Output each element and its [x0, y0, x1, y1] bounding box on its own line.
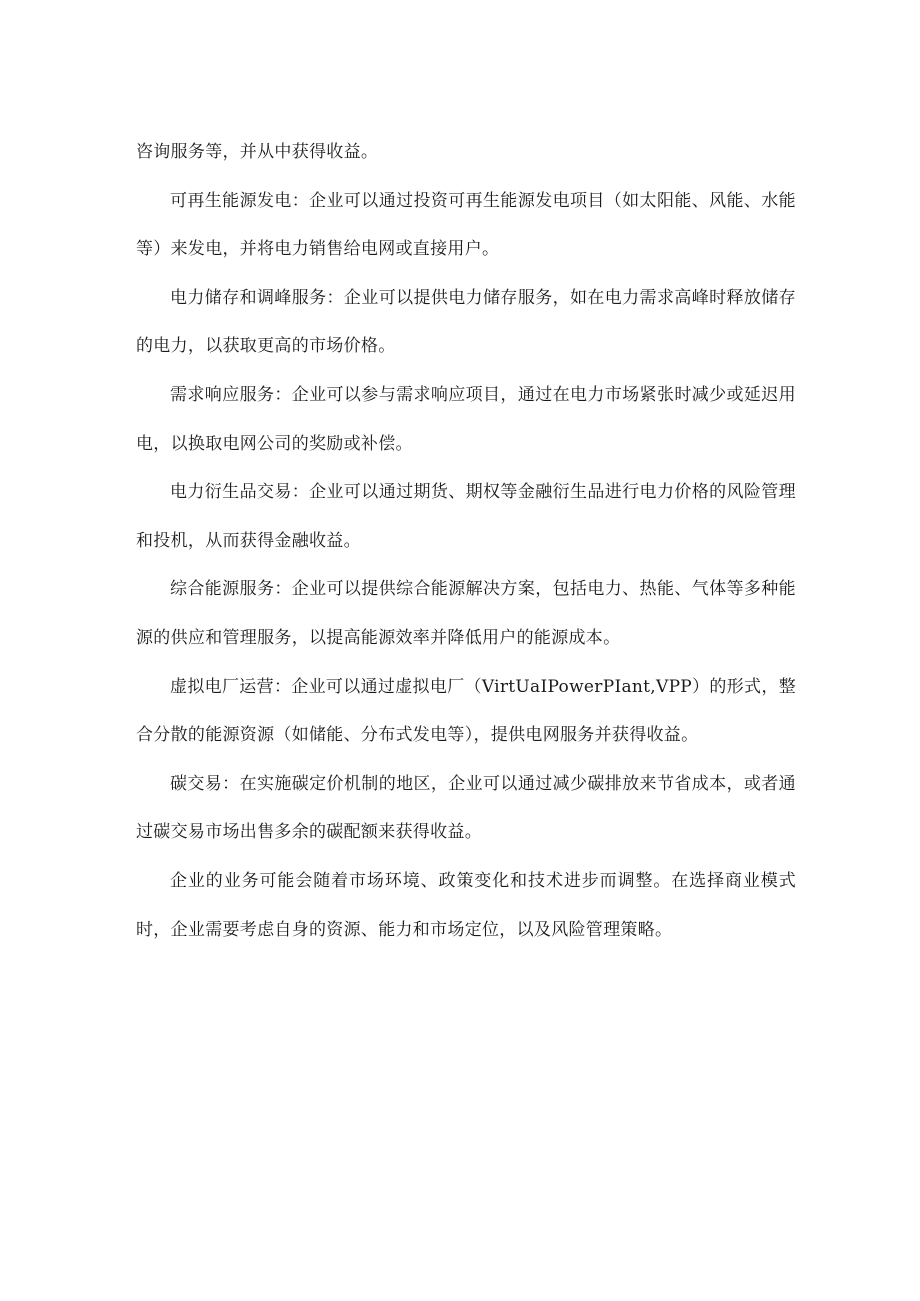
paragraph-derivatives-trading: 电力衍生品交易：企业可以通过期货、期权等金融衍生品进行电力价格的风险管理和投机，从而获得金融收益。 [136, 482, 796, 551]
paragraph-storage-peaking: 电力储存和调峰服务：企业可以提供电力储存服务，如在电力需求高峰时释放储存的电力，以获取更高的市场价格。 [136, 287, 796, 357]
paragraph-continuation: 咨询服务等，并从中获得收益。 [136, 142, 379, 162]
document-body [136, 128, 796, 954]
paragraph-virtual-power-plant: 虚拟电厂运营：企业可以通过虚拟电厂（VirtUaIPowerPIant,VPP）的形式，整合分散的能源资源（如储能、分布式发电等），提供电网服务并获得收益。 [136, 676, 796, 746]
paragraph-demand-response: 需求响应服务：企业可以参与需求响应项目，通过在电力市场紧张时减少或延迟用电，以换取电网公司的奖励或补偿。 [136, 384, 796, 454]
paragraph-integrated-energy: 综合能源服务：企业可以提供综合能源解决方案，包括电力、热能、气体等多种能源的供应和管理服务，以提高能源效率并降低用户的能源成本。 [136, 579, 796, 648]
paragraph-carbon-trading: 碳交易：在实施碳定价机制的地区，企业可以通过减少碳排放来节省成本，或者通过碳交易市场出售多余的碳配额来获得收益。 [136, 773, 796, 843]
paragraph-conclusion: 企业的业务可能会随着市场环境、政策变化和技术进步而调整。在选择商业模式时，企业需要考虑自身的资源、能力和市场定位，以及风险管理策略。 [136, 870, 796, 940]
paragraph-renewable-generation: 可再生能源发电：企业可以通过投资可再生能源发电项目（如太阳能、风能、水能等）来发电，并将电力销售给电网或直接用户。 [136, 190, 796, 260]
